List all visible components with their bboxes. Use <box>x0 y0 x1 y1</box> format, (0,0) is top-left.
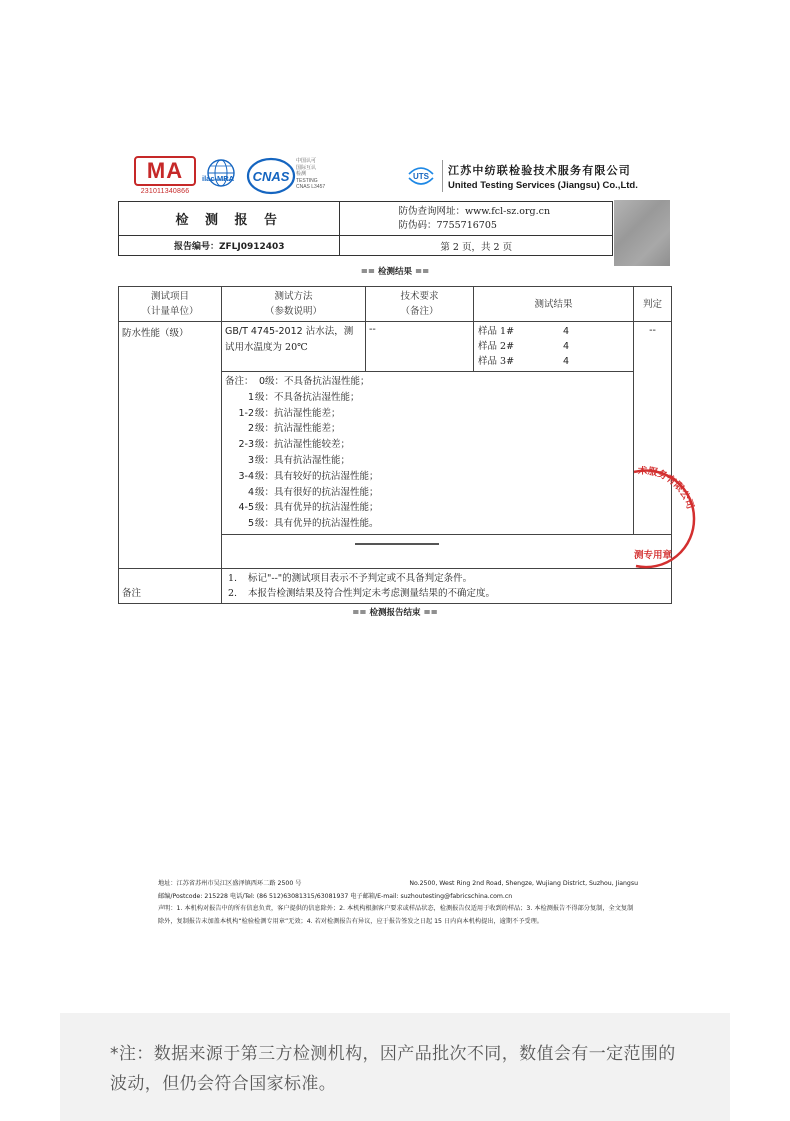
section-title: == 检测结果 == <box>360 267 430 277</box>
column-header-line: 测试项目 <box>150 291 189 302</box>
remark-number: 1. <box>228 572 238 584</box>
note-desc: 级：不具备抗沾湿性能； <box>255 391 360 403</box>
note-desc: 级：具有抗沾湿性能； <box>255 454 351 466</box>
test-results <box>474 322 634 372</box>
sample-value: 4 <box>563 356 570 367</box>
note-level: 5 <box>247 518 254 530</box>
verify-url: 防伪查询网址：www.fcl-sz.org.cn <box>398 205 551 217</box>
remarks <box>222 568 672 603</box>
note-desc: 级：具有优异的抗沾湿性能； <box>255 502 379 514</box>
note-desc: 级：具有优异的抗沾湿性能。 <box>255 518 379 530</box>
column-header-line: 判定 <box>642 298 662 310</box>
cnas-logo-text: CNAS <box>252 169 290 184</box>
note-desc: 级：抗沾湿性能差； <box>255 423 341 435</box>
result-row <box>478 324 629 339</box>
note-desc: 级：不具备抗沾湿性能； <box>265 376 370 387</box>
stamp-text-top: 术服务有限公司 <box>637 466 696 511</box>
sample-value: 4 <box>563 341 570 352</box>
result-row <box>478 354 629 369</box>
footer-statement: 声明：1. 本机构对报告中的所有信息负责，客户提供的信息除外；2. 本机构根据客户要求或样品状态，检测报告仅适用于收到的样品；3. 本检测报告不得部分复制，全文复制除外，复制报告未加盖本机构“检验检测专用章”无效；4. 若对检测报告有异议，应于报告签发之日起 15 日内向本机构提出，逾期不予受理。 <box>158 905 634 925</box>
remark-text: 标记"--"的测试项目表示不予判定或不具备判定条件。 <box>248 572 473 584</box>
sample-value: 4 <box>563 326 570 337</box>
note-desc: 级：具有很好的抗沾湿性能； <box>255 486 379 498</box>
address-en: No.2500, West Ring 2nd Road, Shengze, Wujiang District, Suzhou, Jiangsu <box>409 880 638 887</box>
footer-contact-line <box>158 891 638 904</box>
test-method <box>222 322 366 372</box>
column-header <box>366 287 474 322</box>
logo-divider <box>442 160 443 192</box>
note-row <box>225 390 630 406</box>
note-row <box>225 500 630 516</box>
note-row <box>225 485 630 501</box>
cnas-caption-line: CNAS L3457 <box>296 184 326 190</box>
table-header-row <box>119 287 672 322</box>
column-header-line: （参数说明） <box>264 306 322 317</box>
note-level: 1 <box>247 391 254 403</box>
remark-text: 本报告检测结果及符合性判定未考虑测量结果的不确定度。 <box>248 587 496 599</box>
qr-code-placeholder <box>614 200 670 266</box>
report-footer <box>158 878 638 928</box>
remark-number: 2. <box>228 587 238 599</box>
note-level: 4 <box>247 486 254 498</box>
blank-divider-line <box>355 543 439 545</box>
cnas-caption <box>296 158 342 191</box>
note-level: 1-2 <box>238 407 254 419</box>
note-row <box>225 374 630 390</box>
sample-label: 样品 3# <box>478 356 515 367</box>
report-title: 检 测 报 告 <box>119 202 340 236</box>
note-row <box>225 421 630 437</box>
stamp-text-bottom: 测专用章 <box>634 550 673 561</box>
data-disclaimer: *注：数据来源于第三方检测机构，因产品批次不同，数值会有一定范围的波动，但仍会符合国家标准。 <box>60 1013 730 1121</box>
note-level: 3-4 <box>238 470 254 482</box>
report-header-table <box>118 201 613 256</box>
note-row <box>225 406 630 422</box>
company-name-cn: 江苏中纺联检验技术服务有限公司 <box>448 164 631 177</box>
cma-number: 231011340866 <box>140 188 190 195</box>
note-level: 4-5 <box>238 502 254 514</box>
note-desc: 级：抗沾湿性能差； <box>255 407 341 419</box>
notes-lead: 备注： <box>225 376 254 387</box>
anti-fake-code: 防伪码：7755716705 <box>398 219 497 231</box>
verify-info <box>340 202 613 236</box>
cnas-caption-line: TESTING <box>296 177 318 184</box>
uts-logo-text: UTS <box>413 172 429 181</box>
cnas-caption-line: 国际互认 <box>296 164 317 171</box>
note-level: 2-3 <box>238 439 254 451</box>
column-header <box>222 287 366 322</box>
requirement: -- <box>366 322 474 372</box>
postcode-contact: 邮编/Postcode: 215228 电话/Tel: (86 512)63081315/63081937 电子邮箱/E-mail: suzhoutesting@fabricschina.com.cn <box>158 892 513 900</box>
column-header <box>119 287 222 322</box>
note-row <box>225 437 630 453</box>
column-header-line: 技术要求 <box>400 291 439 302</box>
test-method-line: GB/T 4745-2012 沾水法，测 <box>225 326 354 337</box>
column-header-line: 测试结果 <box>534 298 573 310</box>
column-header-line: （计量单位） <box>141 306 199 317</box>
test-method-line: 试用水温度为 20℃ <box>225 342 308 353</box>
remark-row <box>119 568 672 603</box>
test-property: 防水性能（级） <box>119 322 222 569</box>
cma-logo <box>134 156 196 196</box>
note-level: 2 <box>247 423 254 435</box>
section-end: == 检测报告结束 == <box>352 608 438 618</box>
note-level: 0 <box>259 376 266 387</box>
judgement: -- <box>634 322 672 535</box>
logo-row <box>118 150 678 200</box>
cnas-caption-line: 中国认可 <box>296 158 317 164</box>
sample-label: 样品 1# <box>478 326 515 337</box>
report-number: 报告编号：ZFLJ0912403 <box>119 236 340 256</box>
remark-item <box>226 571 667 586</box>
cnas-logo <box>246 156 296 196</box>
blank-cell <box>222 534 672 568</box>
column-header <box>474 287 634 322</box>
footer-address-line <box>158 878 638 891</box>
company-name-en: United Testing Services (Jiangsu) Co.,Ltd. <box>448 180 638 191</box>
page-info: 第 2 页，共 2 页 <box>340 236 613 256</box>
column-header-line: （备注） <box>400 306 439 317</box>
ilac-mra-text: ilac-MRA <box>202 174 235 183</box>
result-row <box>478 339 629 354</box>
cnas-caption-line: 检测 <box>296 171 307 177</box>
note-row <box>225 516 630 532</box>
note-level: 3 <box>247 454 254 466</box>
sample-label: 样品 2# <box>478 341 515 352</box>
column-header-line: 测试方法 <box>274 291 313 302</box>
results-table <box>118 286 672 604</box>
remark-label: 备注 <box>119 568 222 603</box>
grade-notes <box>222 372 634 535</box>
note-desc: 级：抗沾湿性能较差； <box>255 439 351 451</box>
note-desc: 级：具有较好的抗沾湿性能； <box>255 470 379 482</box>
cma-logo-text: MA <box>146 158 184 183</box>
note-row <box>225 469 630 485</box>
table-row <box>119 322 672 372</box>
column-header <box>634 287 672 322</box>
note-row <box>225 453 630 469</box>
uts-logo <box>406 160 436 192</box>
remark-item <box>226 586 667 601</box>
address-cn: 地址：江苏省苏州市吴江区盛泽镇西环二路 2500 号 <box>158 880 302 887</box>
